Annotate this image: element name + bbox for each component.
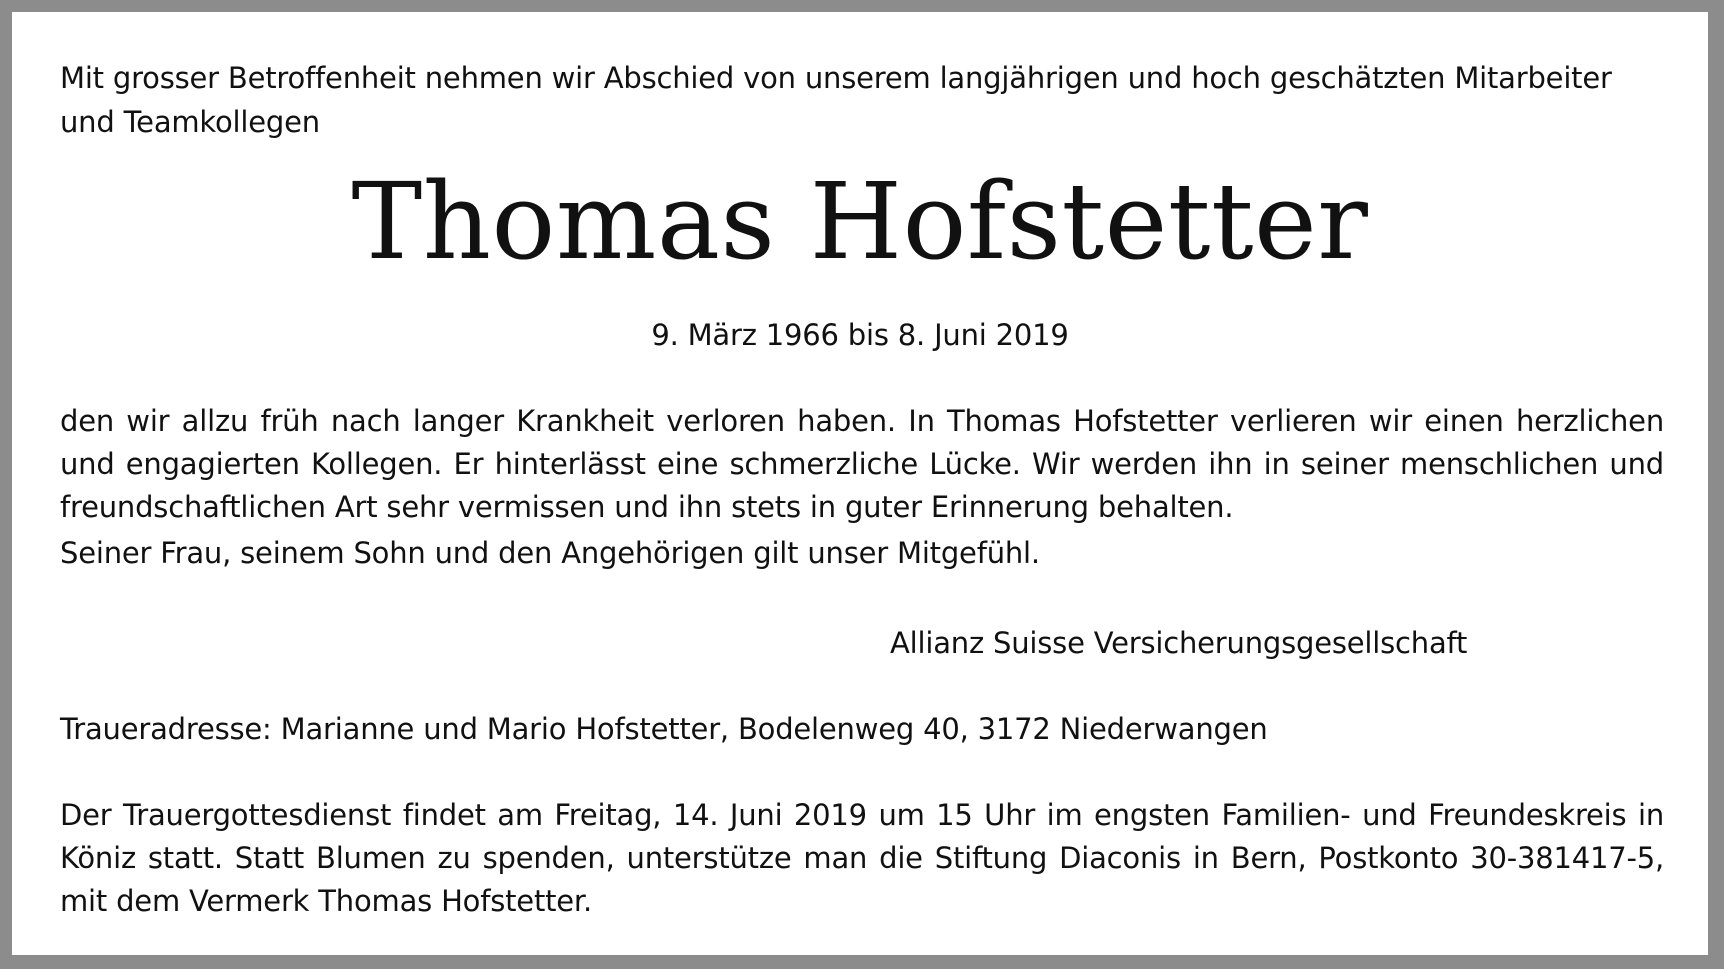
company-signature: Allianz Suisse Versicherungsgesellschaft bbox=[890, 626, 1468, 660]
body-text: den wir allzu früh nach langer Krankheit verloren haben. In Thomas Hofstetter verlieren wir einen herzlichen und engagierten Kollegen. Er hinterlässt eine schmerzliche Lücke. Wir werden ihn in seiner menschlichen und freundschaftlichen Art sehr vermissen und ihn stets in guter Erinnerung behalten. bbox=[60, 404, 1664, 524]
condolence-text: Seiner Frau, seinem Sohn und den Angehörigen gilt unser Mitgefühl. bbox=[60, 536, 1040, 570]
deceased-name: Thomas Hofstetter bbox=[351, 160, 1369, 283]
intro-text: Mit grosser Betroffenheit nehmen wir Abschied von unserem langjährigen und hoch geschätzten Mitarbeiter und Teamkollegen bbox=[60, 61, 1612, 139]
service-details: Der Trauergottesdienst findet am Freitag, 14. Juni 2019 um 15 Uhr im engsten Familien- und Freundeskreis in Köniz statt. Statt Blumen zu spenden, unterstütze man die Stiftung Diaconis in Bern, Postkonto 30-381417-5, mit dem Vermerk Thomas Hofstetter. bbox=[60, 798, 1664, 918]
mourning-address: Traueradresse: Marianne und Mario Hofstetter, Bodelenweg 40, 3172 Niederwangen bbox=[60, 712, 1268, 746]
obituary-notice bbox=[12, 12, 1708, 955]
life-dates: 9. März 1966 bis 8. Juni 2019 bbox=[651, 318, 1069, 352]
